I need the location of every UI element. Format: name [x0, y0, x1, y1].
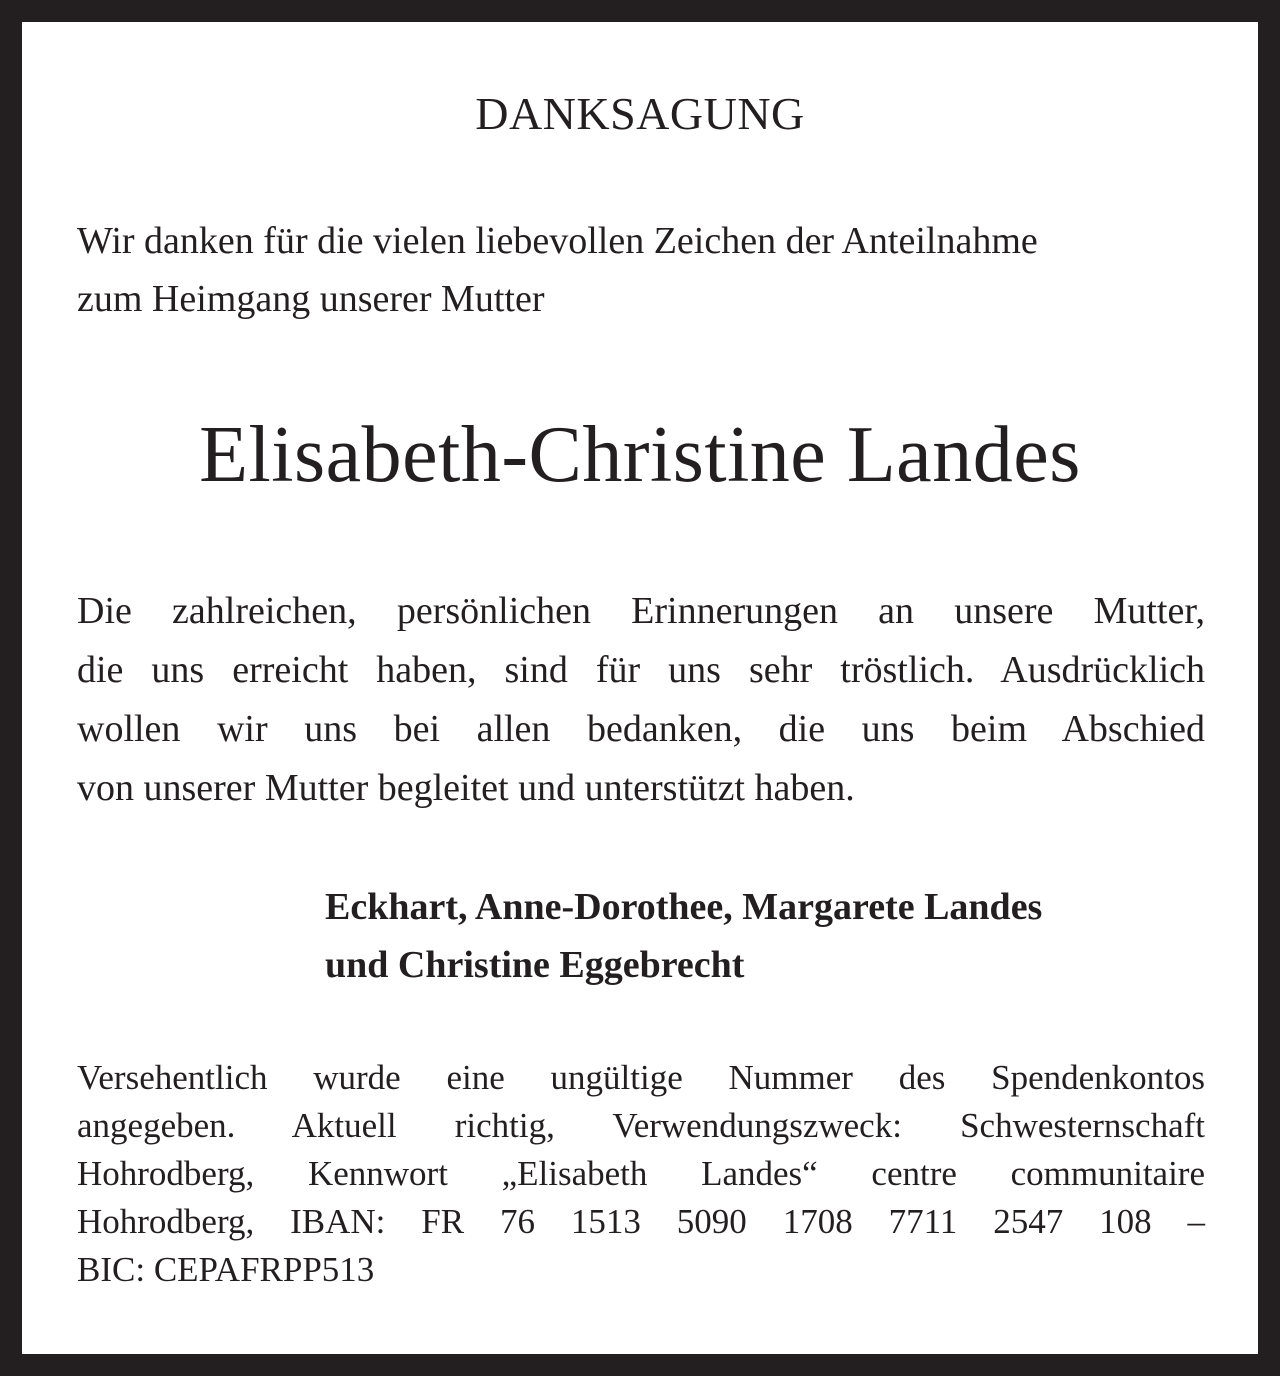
body-line: Die zahlreichen, persönlichen Erinnerungen an unsere Mutter, [77, 590, 1205, 632]
donation-note [77, 1054, 1205, 1294]
note-line: BIC: CEPAFRPP513 [77, 1250, 375, 1289]
note-line: angegeben. Aktuell richtig, Verwendungszweck: Schwesternschaft [77, 1106, 1205, 1145]
intro-line: Wir danken für die vielen liebevollen Zeichen der Anteilnahme [77, 220, 1038, 262]
body-line: wollen wir uns bei allen bedanken, die uns beim Abschied [77, 708, 1205, 750]
note-line: Hohrodberg, Kennwort „Elisabeth Landes“ centre communitaire [77, 1154, 1205, 1193]
note-line: Hohrodberg, IBAN: FR 76 1513 5090 1708 7711 2547 108 – [77, 1202, 1205, 1241]
intro-text [77, 212, 1207, 328]
signature [325, 878, 1225, 994]
signature-line: Eckhart, Anne-Dorothee, Margarete Landes [325, 886, 1043, 928]
intro-line: zum Heimgang unserer Mutter [77, 278, 545, 320]
deceased-name: Elisabeth-Christine Landes [199, 411, 1081, 499]
body-text [77, 582, 1205, 818]
signature-line: und Christine Eggebrecht [325, 944, 745, 986]
heading: DANKSAGUNG [475, 88, 805, 139]
obituary-card [22, 22, 1258, 1354]
note-line: Versehentlich wurde eine ungültige Nummer des Spendenkontos [77, 1058, 1205, 1097]
body-line: die uns erreicht haben, sind für uns sehr tröstlich. Ausdrücklich [77, 649, 1205, 691]
body-line: von unserer Mutter begleitet und unterstützt haben. [77, 767, 855, 809]
